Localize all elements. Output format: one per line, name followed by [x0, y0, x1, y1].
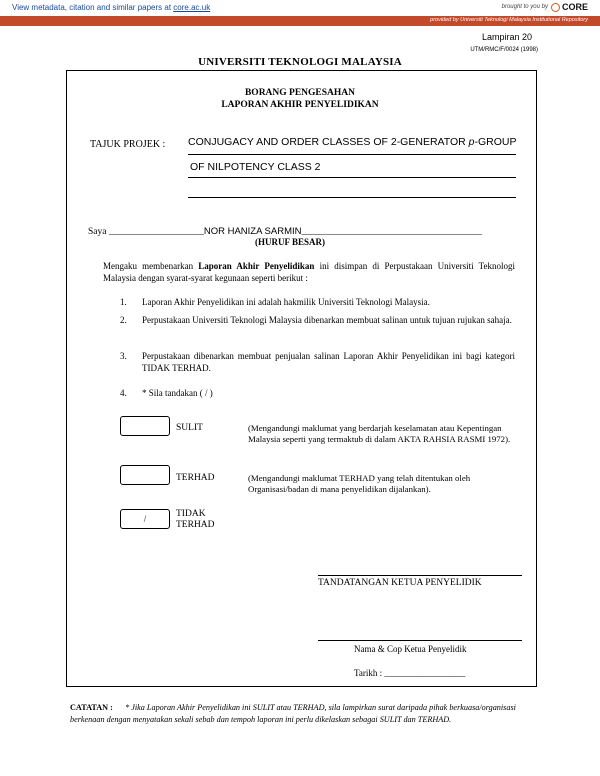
form-title: BORANG PENGESAHAN [244, 88, 356, 98]
condition-text: Laporan Akhir Penyelidikan ini adalah hakmilik Universiti Teknologi Malaysia. [142, 297, 430, 307]
core-link[interactable]: core.ac.uk [173, 3, 211, 12]
name-stamp-line [318, 640, 522, 641]
saya-prefix: Saya ____________________ [88, 227, 204, 237]
catatan-label: CATATAN : [70, 703, 113, 712]
university-title: UNIVERSITI TEKNOLOGI MALAYSIA [198, 56, 402, 68]
condition-number: 1. [120, 297, 127, 307]
condition-item [120, 387, 515, 399]
provider-bar [0, 16, 600, 26]
sulit-checkbox[interactable] [120, 416, 170, 436]
core-logo[interactable] [551, 2, 588, 12]
project-title-part-b: -GROUP [474, 136, 517, 148]
condition-text: Perpustakaan dibenarkan membuat penjualan salinan Laporan Akhir Penyelidikan ini bagi kategori TIDAK TERHAD. [142, 351, 515, 373]
date-field: Tarikh : __________________ [354, 668, 466, 678]
saya-line [88, 226, 482, 237]
provider-text: provided by Universiti Teknologi Malaysia Institutional Repository [430, 17, 588, 23]
brought-by [502, 2, 588, 12]
tidak-terhad-label-line2: TERHAD [176, 520, 215, 530]
researcher-name: NOR HANIZA SARMIN [203, 226, 302, 237]
metadata-text: View metadata, citation and similar papers at [12, 3, 172, 12]
saya-suffix: ______________________________________ [301, 227, 482, 237]
condition-number: 3. [120, 351, 127, 361]
condition-number: 4. [120, 388, 127, 398]
sulit-label: SULIT [176, 423, 203, 433]
form-reference: UTM/RMC/F/0024 (1998) [470, 47, 538, 53]
condition-item [120, 314, 515, 326]
lampiran-label: Lampiran 20 [481, 32, 532, 42]
form-subtitle: LAPORAN AKHIR PENYELIDIKAN [221, 100, 379, 110]
condition-text: Perpustakaan Universiti Teknologi Malaysia dibenarkan membuat salinan untuk tujuan rujukan sahaja. [142, 315, 512, 325]
consent-paragraph [103, 260, 515, 284]
tajuk-underline-3 [188, 197, 516, 198]
tajuk-underline-1 [188, 154, 516, 155]
condition-item [120, 296, 515, 308]
core-logo-text: CORE [561, 2, 588, 12]
catatan-note [70, 702, 545, 726]
catatan-text: * Jika Laporan Akhir Penyelidikan ini SULIT atau TERHAD, sila lampirkan surat daripada pihak berkuasa/organisasi berkenaan dengan menyatakan sekali sebab dan tempoh laporan ini perlu dikelaskan sebagai SULIT dan TERHAD. [70, 703, 516, 724]
core-top-bar [0, 0, 600, 16]
terhad-description: (Mengandungi maklumat TERHAD yang telah ditentukan oleh Organisasi/badan di mana penyelidikan dijalankan). [248, 473, 471, 494]
tajuk-label: TAJUK PROJEK : [90, 139, 166, 150]
condition-text: * Sila tandakan ( / ) [142, 388, 213, 398]
terhad-label: TERHAD [176, 473, 215, 483]
core-logo-icon [551, 3, 560, 12]
project-title-p: p [468, 136, 475, 148]
tajuk-underline-2 [188, 177, 516, 178]
project-title-line2: OF NILPOTENCY CLASS 2 [190, 161, 321, 173]
signature-line [318, 575, 522, 576]
tidak-terhad-label-line1: TIDAK [176, 509, 206, 519]
consent-text-a: Mengaku membenarkan [103, 261, 199, 271]
signature-label: TANDATANGAN KETUA PENYELIDIK [318, 578, 482, 588]
condition-number: 2. [120, 315, 127, 325]
tidak-terhad-label [176, 509, 215, 531]
terhad-checkbox[interactable] [120, 465, 170, 485]
tidak-terhad-checkbox[interactable]: / [120, 509, 170, 529]
project-title-part-a: CONJUGACY AND ORDER CLASSES OF 2-GENERATOR [188, 136, 469, 148]
consent-text-b: ini disimpan di Perpustakaan Universiti Teknologi Malaysia dengan syarat-syarat kegunaan seperti berikut : [103, 261, 516, 283]
condition-item [120, 350, 515, 374]
sulit-description: (Mengandungi maklumat yang berdarjah keselamatan atau Kepentingan Malaysia seperti yang termaktub di dalam AKTA RAHSIA RASMI 1972). [248, 423, 511, 444]
name-stamp-label: Nama & Cop Ketua Penyelidik [354, 644, 467, 654]
project-title-line1 [188, 136, 516, 148]
consent-text-bold: Laporan Akhir Penyelidikan [198, 261, 315, 271]
huruf-besar-label: (HURUF BESAR) [255, 237, 325, 247]
brought-by-text: brought to you by [501, 4, 548, 10]
metadata-notice [12, 3, 210, 12]
